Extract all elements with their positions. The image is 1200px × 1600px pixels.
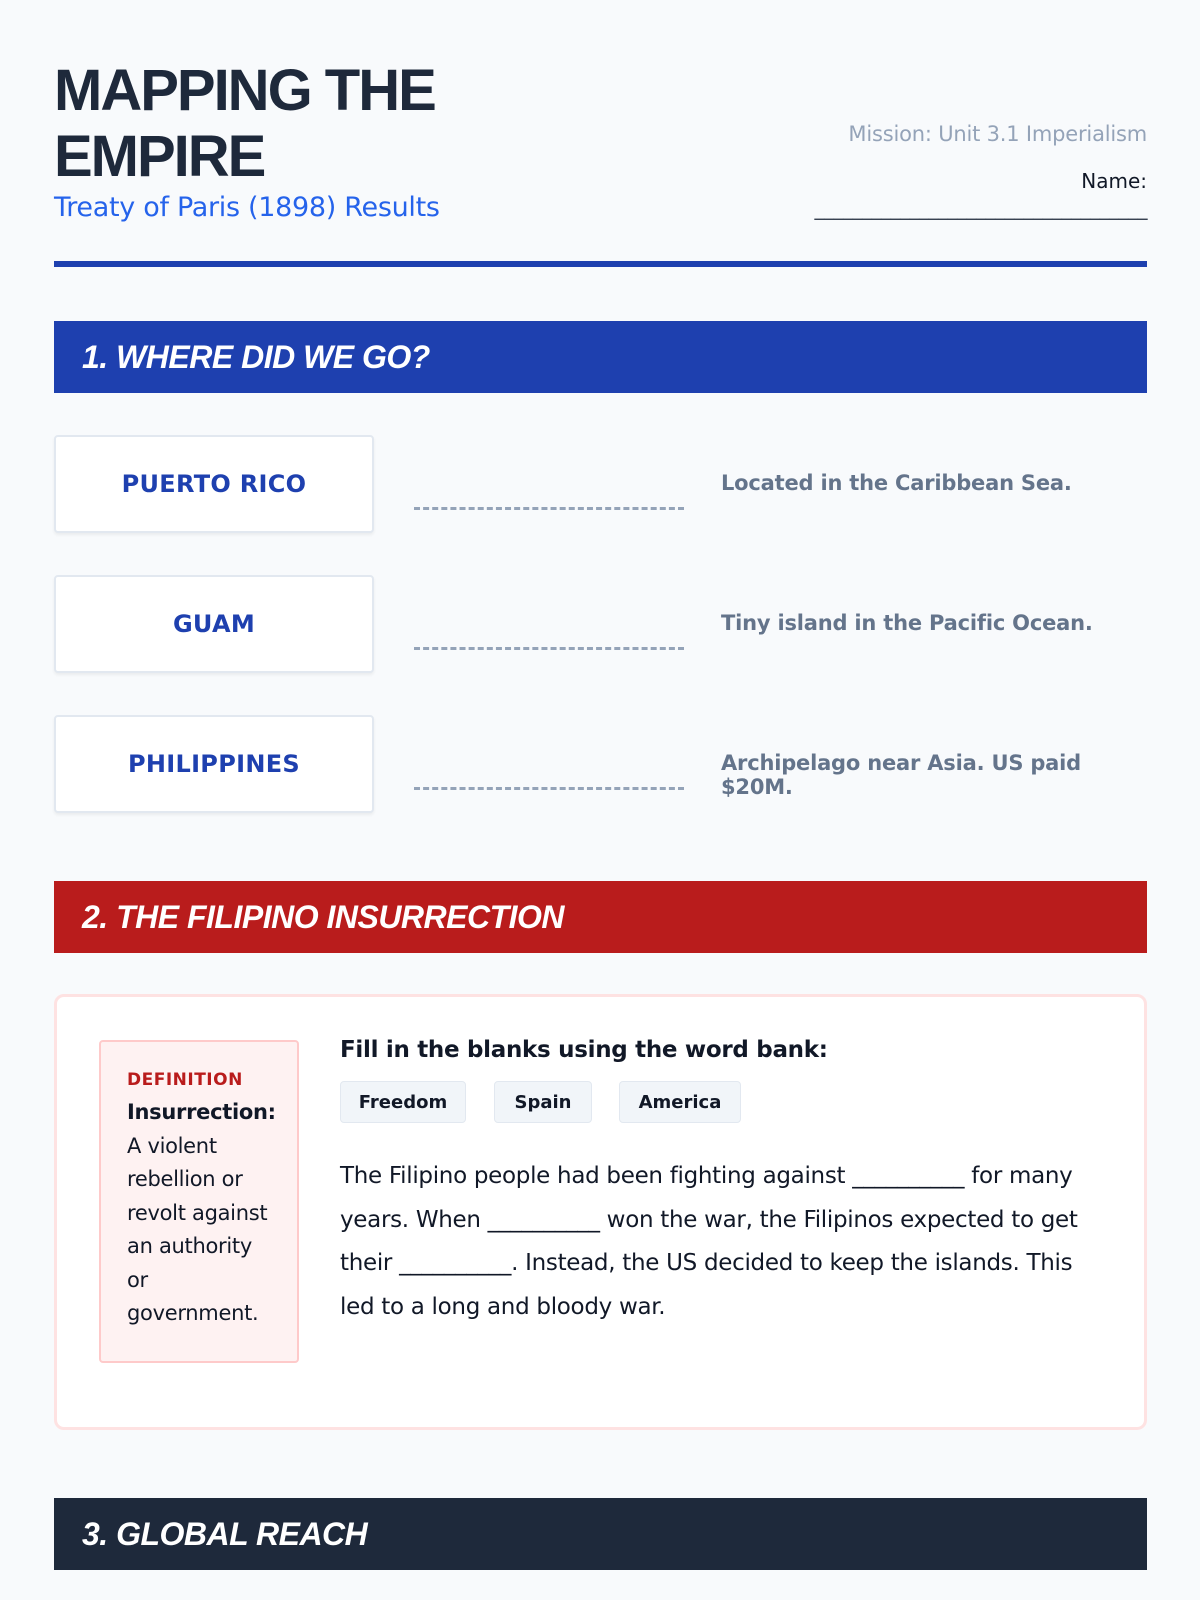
word-chip-america[interactable]: America (619, 1081, 741, 1123)
match-line[interactable] (414, 647, 684, 650)
place-description: Located in the Caribbean Sea. (721, 471, 1072, 495)
page-subtitle: Treaty of Paris (1898) Results (54, 192, 440, 223)
worksheet-page (54, 0, 1147, 1552)
page-title-line2: EMPIRE (54, 124, 265, 189)
definition-term: Insurrection: (127, 1100, 276, 1124)
section2-banner: 2. THE FILIPINO INSURRECTION (54, 881, 1147, 953)
definition-box (99, 1040, 299, 1363)
definition-text (127, 1096, 277, 1331)
place-description: Archipelago near Asia. US paid $20M. (721, 751, 1081, 799)
section1-banner: 1. WHERE DID WE GO? (54, 321, 1147, 393)
header-divider (54, 261, 1147, 267)
match-line[interactable] (414, 507, 684, 510)
match-line[interactable] (414, 787, 684, 790)
definition-tag: DEFINITION (127, 1070, 243, 1090)
worksheet-header (54, 0, 1147, 268)
section3-banner: 3. GLOBAL REACH (54, 1498, 1147, 1570)
fill-in-area (340, 1037, 1080, 1329)
place-box-guam[interactable]: GUAM (54, 575, 374, 673)
insurrection-card (54, 994, 1147, 1430)
page-title-line1: MAPPING THE (54, 58, 435, 123)
match-row (54, 435, 1147, 533)
mission-label: Mission: Unit 3.1 Imperialism (848, 122, 1147, 146)
name-label: Name: (1081, 169, 1147, 193)
word-chip-spain[interactable]: Spain (494, 1081, 592, 1123)
place-box-puerto-rico[interactable]: PUERTO RICO (54, 435, 374, 533)
place-description: Tiny island in the Pacific Ocean. (721, 611, 1093, 635)
word-bank (340, 1081, 1080, 1123)
fill-instructions: Fill in the blanks using the word bank: (340, 1037, 828, 1063)
word-chip-freedom[interactable]: Freedom (340, 1081, 466, 1123)
fill-in-paragraph: The Filipino people had been fighting against __________ for many years. When __________ won the war, the Filipinos expected to get their __________. Instead, the US decided to keep the islands. This led to a long and bloody war. (340, 1163, 1078, 1320)
match-row (54, 715, 1147, 813)
match-row (54, 575, 1147, 673)
definition-body: A violent rebellion or revolt against an authority or government. (127, 1133, 268, 1325)
page-title (54, 58, 435, 190)
name-field[interactable]: ___________________________________ (814, 196, 1147, 220)
place-box-philippines[interactable]: PHILIPPINES (54, 715, 374, 813)
